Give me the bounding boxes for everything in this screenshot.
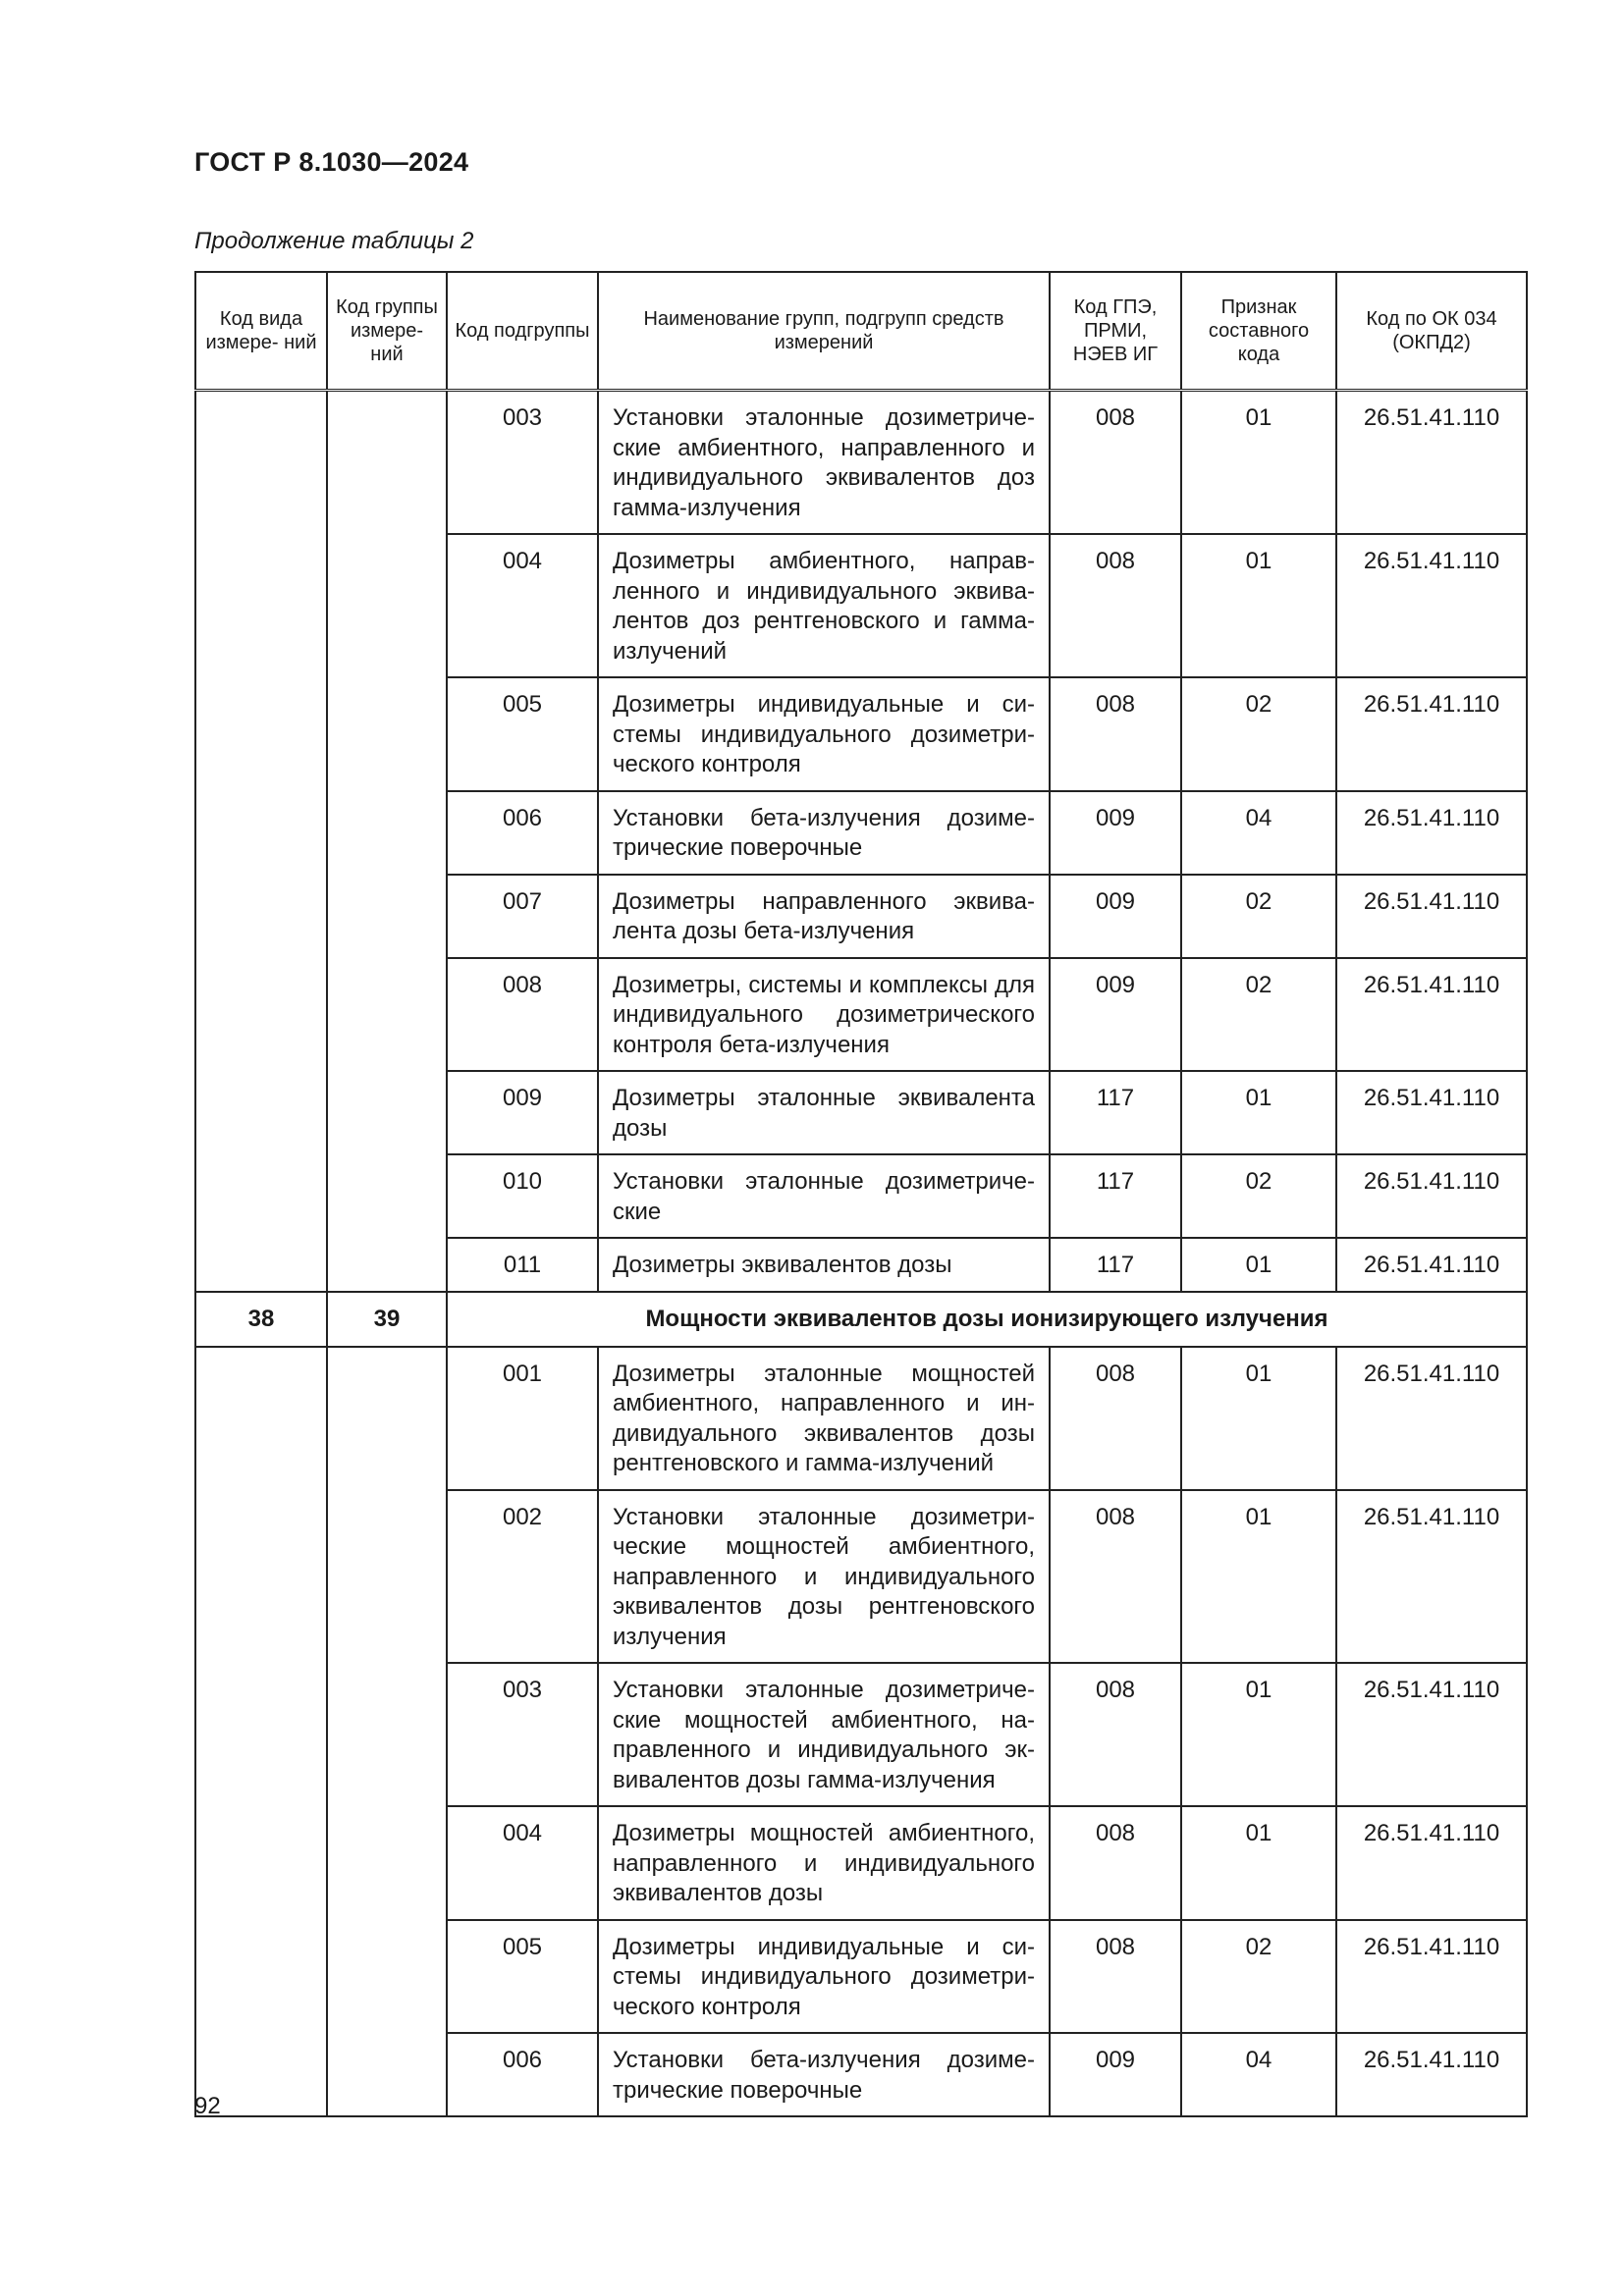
gpe-code-cell: 009 <box>1050 2033 1181 2116</box>
table-header-row <box>195 272 1527 391</box>
name-cell: Дозиметры мощностей амбиентного, направленного и индивидуального эквивалентов дозы <box>598 1806 1050 1920</box>
name-cell: Дозиметры амбиентного, направленного и индивидуального эквивалентов доз рентгеновского и гамма-излучений <box>598 534 1050 677</box>
composite-flag-cell: 01 <box>1181 1490 1336 1664</box>
name-cell: Дозиметры индивидуальные и системы индивидуального дозиметрического контроля <box>598 1920 1050 2034</box>
composite-flag-cell: 02 <box>1181 958 1336 1072</box>
gpe-code-cell: 008 <box>1050 1806 1181 1920</box>
composite-flag-cell: 02 <box>1181 875 1336 958</box>
gpe-code-cell: 009 <box>1050 958 1181 1072</box>
name-cell: Установки эталонные дозиметрические мощностей амбиентного, направленного и индивидуального эквивалентов дозы рентгеновского излучения <box>598 1490 1050 1664</box>
composite-flag-cell: 01 <box>1181 1238 1336 1292</box>
okpd-code-cell: 26.51.41.110 <box>1336 1806 1527 1920</box>
composite-flag-cell: 02 <box>1181 1920 1336 2034</box>
gpe-code-cell: 008 <box>1050 534 1181 677</box>
table-row <box>195 391 1527 535</box>
name-cell: Установки эталонные дозиметрические мощностей амбиентного, направленного и индивидуального эквивалентов дозы гамма-излучения <box>598 1663 1050 1806</box>
gpe-code-cell: 008 <box>1050 677 1181 791</box>
group-title-cell: Мощности эквивалентов дозы ионизирующего излучения <box>447 1292 1527 1347</box>
composite-flag-cell: 04 <box>1181 2033 1336 2116</box>
okpd-code-cell: 26.51.41.110 <box>1336 1347 1527 1490</box>
name-cell: Установки бета-излучения дозиметрические поверочные <box>598 2033 1050 2116</box>
header-composite-flag: Признак составного кода <box>1181 272 1336 391</box>
okpd-code-cell: 26.51.41.110 <box>1336 1238 1527 1292</box>
subgroup-code-cell: 008 <box>447 958 598 1072</box>
okpd-code-cell: 26.51.41.110 <box>1336 1920 1527 2034</box>
gpe-code-cell: 008 <box>1050 1490 1181 1664</box>
gpe-code-cell: 117 <box>1050 1071 1181 1154</box>
composite-flag-cell: 01 <box>1181 1071 1336 1154</box>
gpe-code-cell: 008 <box>1050 1920 1181 2034</box>
name-cell: Установки эталонные дозиметрические амбиентного, направленного и индивидуального эквивалентов доз гамма-излучения <box>598 391 1050 535</box>
kind-code-cell-empty <box>195 1347 327 2117</box>
subgroup-code-cell: 006 <box>447 791 598 875</box>
name-cell: Дозиметры эталонные эквивалента дозы <box>598 1071 1050 1154</box>
composite-flag-cell: 02 <box>1181 677 1336 791</box>
subgroup-code-cell: 002 <box>447 1490 598 1664</box>
okpd-code-cell: 26.51.41.110 <box>1336 1663 1527 1806</box>
header-gpe-code: Код ГПЭ, ПРМИ, НЭЕВ ИГ <box>1050 272 1181 391</box>
header-group-code: Код группы измере- ний <box>327 272 447 391</box>
composite-flag-cell: 01 <box>1181 1806 1336 1920</box>
header-name: Наименование групп, подгрупп средств измерений <box>598 272 1050 391</box>
okpd-code-cell: 26.51.41.110 <box>1336 2033 1527 2116</box>
gpe-code-cell: 009 <box>1050 791 1181 875</box>
okpd-code-cell: 26.51.41.110 <box>1336 958 1527 1072</box>
group-kind-code-cell: 38 <box>195 1292 327 1347</box>
subgroup-code-cell: 009 <box>447 1071 598 1154</box>
gpe-code-cell: 008 <box>1050 1663 1181 1806</box>
page-number: 92 <box>194 2093 221 2119</box>
group-code-cell-empty <box>327 1347 447 2117</box>
table-row <box>195 1347 1527 1490</box>
composite-flag-cell: 01 <box>1181 1663 1336 1806</box>
header-subgroup-code: Код подгруппы <box>447 272 598 391</box>
gpe-code-cell: 117 <box>1050 1238 1181 1292</box>
composite-flag-cell: 02 <box>1181 1154 1336 1238</box>
okpd-code-cell: 26.51.41.110 <box>1336 1154 1527 1238</box>
name-cell: Дозиметры эталонные мощностей амбиентного, направленного и индивидуального эквивалентов дозы рентгеновского и гамма-излучений <box>598 1347 1050 1490</box>
table-caption: Продолжение таблицы 2 <box>194 228 474 254</box>
okpd-code-cell: 26.51.41.110 <box>1336 1071 1527 1154</box>
okpd-code-cell: 26.51.41.110 <box>1336 391 1527 535</box>
name-cell: Установки бета-излучения дозиметрические поверочные <box>598 791 1050 875</box>
composite-flag-cell: 01 <box>1181 1347 1336 1490</box>
composite-flag-cell: 01 <box>1181 391 1336 535</box>
composite-flag-cell: 04 <box>1181 791 1336 875</box>
gpe-code-cell: 009 <box>1050 875 1181 958</box>
group-group-code-cell: 39 <box>327 1292 447 1347</box>
subgroup-code-cell: 006 <box>447 2033 598 2116</box>
okpd-code-cell: 26.51.41.110 <box>1336 534 1527 677</box>
composite-flag-cell: 01 <box>1181 534 1336 677</box>
subgroup-code-cell: 010 <box>447 1154 598 1238</box>
gpe-code-cell: 008 <box>1050 1347 1181 1490</box>
name-cell: Дозиметры, системы и комплексы для индивидуального дозиметрического контроля бета-излучения <box>598 958 1050 1072</box>
okpd-code-cell: 26.51.41.110 <box>1336 875 1527 958</box>
okpd-code-cell: 26.51.41.110 <box>1336 791 1527 875</box>
name-cell: Дозиметры индивидуальные и системы индивидуального дозиметрического контроля <box>598 677 1050 791</box>
name-cell: Установки эталонные дозиметрические <box>598 1154 1050 1238</box>
subgroup-code-cell: 004 <box>447 1806 598 1920</box>
group-code-cell-empty <box>327 391 447 1292</box>
kind-code-cell-empty <box>195 391 327 1292</box>
header-okpd-code: Код по ОК 034 (ОКПД2) <box>1336 272 1527 391</box>
name-cell: Дозиметры направленного эквивалента дозы бета-излучения <box>598 875 1050 958</box>
subgroup-code-cell: 005 <box>447 1920 598 2034</box>
gpe-code-cell: 117 <box>1050 1154 1181 1238</box>
subgroup-code-cell: 001 <box>447 1347 598 1490</box>
gpe-code-cell: 008 <box>1050 391 1181 535</box>
subgroup-code-cell: 011 <box>447 1238 598 1292</box>
subgroup-code-cell: 003 <box>447 1663 598 1806</box>
document-title: ГОСТ Р 8.1030—2024 <box>194 147 469 177</box>
subgroup-code-cell: 003 <box>447 391 598 535</box>
name-cell: Дозиметры эквивалентов дозы <box>598 1238 1050 1292</box>
subgroup-code-cell: 005 <box>447 677 598 791</box>
okpd-code-cell: 26.51.41.110 <box>1336 1490 1527 1664</box>
group-heading-row <box>195 1292 1527 1347</box>
subgroup-code-cell: 004 <box>447 534 598 677</box>
header-kind-code: Код вида измере- ний <box>195 272 327 391</box>
okpd-code-cell: 26.51.41.110 <box>1336 677 1527 791</box>
classification-table <box>194 271 1528 2117</box>
subgroup-code-cell: 007 <box>447 875 598 958</box>
